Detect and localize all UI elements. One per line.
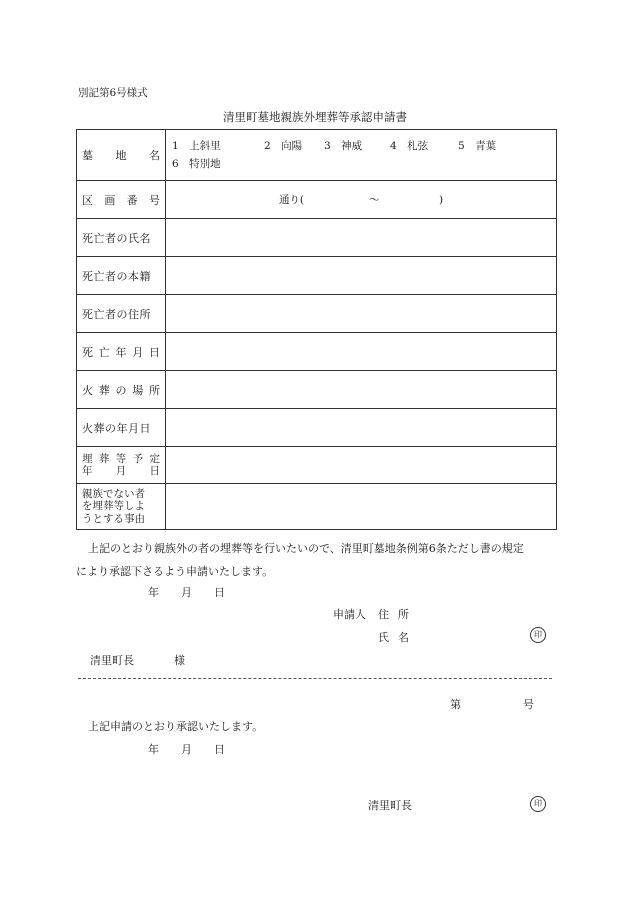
label-line: うとする事由 [82,512,145,525]
label-char: 月 [132,345,144,359]
label-char: 葬 [98,452,110,465]
block-number-field[interactable] [166,181,557,219]
row-cemetery [77,130,557,181]
date-year: 年 [148,743,159,756]
block-range-sep: ～ [368,194,380,206]
label-line: 親族でない者 [82,487,145,500]
label-char: 火 [82,383,93,397]
addressee [90,652,185,668]
cemetery-option-kamishari[interactable]: 1 上斜里 [172,140,221,152]
label-char: 番 [126,193,138,207]
label-char: 埋 [82,452,93,465]
date-day: 日 [214,586,225,599]
date-year: 年 [148,586,159,599]
label-char: 日 [149,345,160,359]
label-reason [77,484,166,530]
deceased-domicile-field[interactable] [166,257,557,295]
label-char: 地 [115,149,127,162]
seal-mark-icon: 印 [530,627,546,643]
label-char: 等 [115,452,127,465]
row-cremation-date [77,409,557,447]
reason-field[interactable] [166,484,557,530]
application-date[interactable] [148,584,225,600]
label-char: 所 [149,383,160,397]
label-char: の [115,383,127,397]
label-char: 墓 [82,149,93,162]
deceased-address-field[interactable] [166,295,557,333]
label-block-number [77,181,166,219]
cemetery-option-sattsuru[interactable]: 4 札弦 [390,140,429,152]
applicant-name-line[interactable] [378,629,418,645]
label-cemetery [77,130,166,181]
approval-number-prefix: 第 [450,698,461,711]
label-char: 葬 [98,383,110,397]
label-char: 年 [115,345,127,359]
row-cremation-place [77,371,557,409]
date-day: 日 [214,743,225,756]
cemetery-option-kamui[interactable]: 3 神威 [324,140,363,152]
cemetery-options[interactable] [166,130,557,181]
deceased-name-field[interactable] [166,219,557,257]
row-block-number [77,181,557,219]
cut-line-divider [78,678,552,679]
seal-mark-icon: 印 [530,796,546,812]
label-char: 画 [104,193,116,207]
row-burial-date [77,447,557,484]
label-char: 場 [132,383,144,397]
applicant-label: 申請人 [333,608,366,621]
label-cremation-date: 火葬の年月日 [77,409,166,447]
block-street-label: 通り( [278,194,305,206]
approval-number-suffix: 号 [523,698,534,711]
label-burial-date [77,447,166,484]
approval-date[interactable] [148,741,225,757]
approver: 清里町長 [368,799,412,812]
approval-text: 上記申請のとおり承認いたします。 [88,720,264,733]
document-title: 清里町墓地親族外埋葬等承認申請書 [223,110,407,124]
label-deceased-domicile: 死亡者の本籍 [77,257,166,295]
declaration-line-2: により承認下さるよう申請いたします。 [76,565,274,578]
row-deceased-domicile [77,257,557,295]
row-deceased-address [77,295,557,333]
declaration-line-1: 上記のとおり親族外の者の埋葬等を行いたいので、清里町墓地条例第6条ただし書の規定 [88,542,524,555]
block-close-paren: ) [438,194,444,206]
row-deceased-name [77,219,557,257]
addressee-title: 清里町長 [90,654,134,667]
label-char: 日 [149,465,160,477]
approval-number[interactable] [450,696,534,712]
applicant-address-line[interactable] [333,606,418,622]
label-char: 名 [149,149,160,162]
label-cremation-place [77,371,166,409]
label-deceased-address: 死亡者の住所 [77,295,166,333]
date-month: 月 [181,586,192,599]
form-id: 別記第6号様式 [78,87,148,99]
label-line: を埋葬等しよ [82,500,145,513]
label-char: 亡 [98,345,110,359]
cemetery-option-koyo[interactable]: 2 向陽 [264,140,303,152]
cemetery-option-special[interactable]: 6 特別地 [172,158,221,170]
death-date-field[interactable] [166,333,557,371]
label-char: 死 [82,345,93,359]
burial-date-field[interactable] [166,447,557,484]
label-char: 年 [82,465,93,477]
application-table [76,129,557,530]
addressee-honorific: 様 [174,654,185,667]
cremation-place-field[interactable] [166,371,557,409]
label-char: 号 [148,193,160,207]
row-death-date [77,333,557,371]
label-char: 定 [149,452,160,465]
applicant-name-label: 氏名 [378,631,418,644]
date-month: 月 [181,743,192,756]
label-deceased-name: 死亡者の氏名 [77,219,166,257]
row-reason [77,484,557,530]
label-char: 区 [82,193,93,207]
cremation-date-field[interactable] [166,409,557,447]
label-char: 月 [115,465,127,477]
label-char: 予 [132,452,144,465]
label-death-date [77,333,166,371]
applicant-address-label: 住所 [378,608,418,621]
cemetery-option-aoba[interactable]: 5 青葉 [458,140,497,152]
